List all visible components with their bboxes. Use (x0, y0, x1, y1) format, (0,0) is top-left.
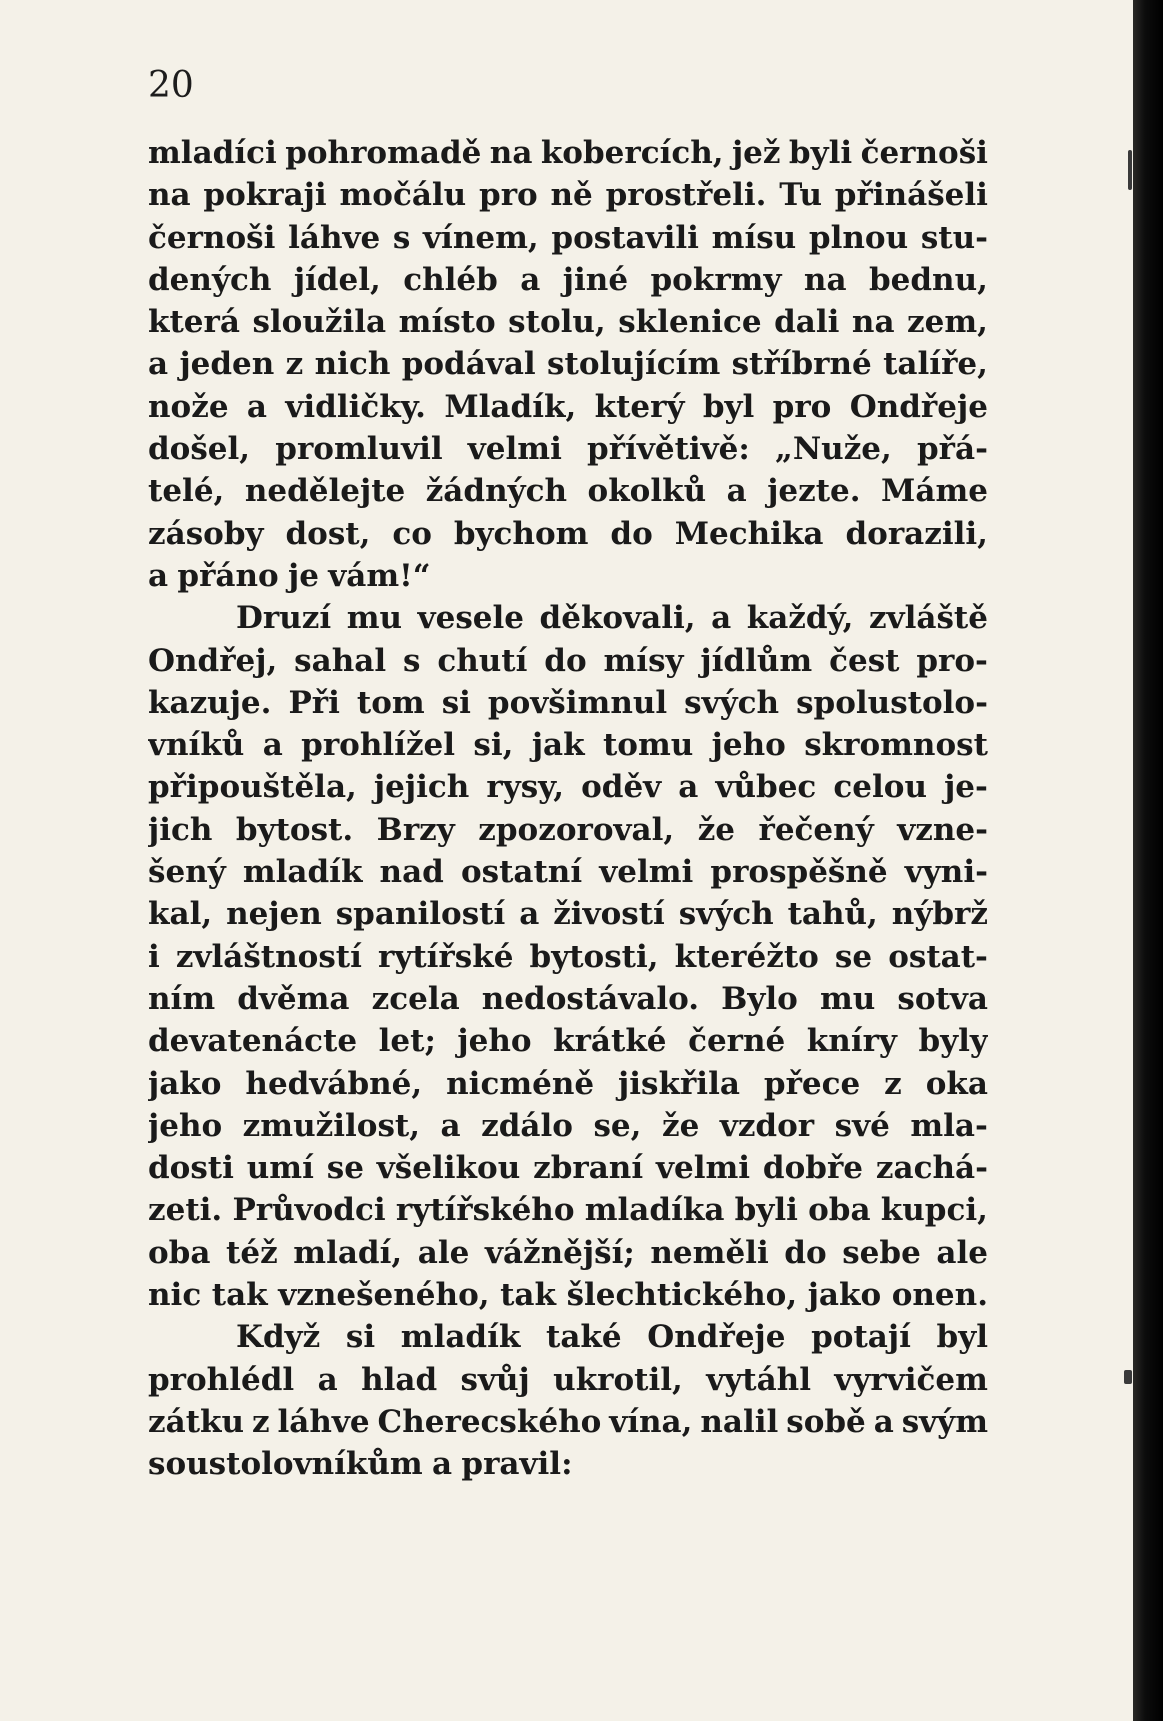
word: tahů, (787, 896, 878, 933)
word: se (834, 938, 873, 975)
word: Když (236, 1319, 321, 1356)
word: rytířské (377, 938, 514, 975)
word: která (148, 304, 240, 341)
word: chutí (437, 642, 528, 679)
word: vidličky. (285, 388, 426, 425)
word: nedělejte (244, 473, 406, 510)
word: a (726, 473, 747, 510)
word: byly (918, 1023, 988, 1060)
word: si (345, 1319, 376, 1356)
text-line (148, 470, 988, 512)
word: na (803, 261, 847, 298)
word: zachá- (875, 1150, 988, 1187)
word: všelikou (376, 1150, 521, 1187)
word: jako (148, 1065, 222, 1102)
word: sklenice (618, 304, 762, 341)
word: že (661, 1107, 700, 1144)
word: byli (788, 135, 853, 171)
word: který (594, 388, 685, 425)
word: svých (678, 896, 774, 933)
word: jako (807, 1277, 882, 1314)
word: z (884, 1065, 902, 1102)
word: živostí (553, 896, 665, 933)
word: chléb (403, 261, 498, 298)
word: oba (808, 1192, 871, 1229)
word: je (288, 557, 319, 594)
word: místo (398, 304, 496, 341)
word: na (489, 135, 533, 171)
text-line (148, 682, 988, 724)
word: došel, (148, 431, 251, 468)
word: také (546, 1319, 622, 1356)
word: přívětivě: (587, 431, 750, 468)
word: nich (314, 346, 391, 383)
word: Při (288, 684, 340, 721)
word: mu (819, 980, 876, 1017)
word: rytířského (395, 1192, 575, 1229)
word: vzdor (719, 1107, 815, 1144)
word: byli (734, 1192, 798, 1229)
word: prostřeli. (605, 177, 767, 214)
word: zbraní (533, 1150, 644, 1187)
text-line (148, 936, 988, 978)
word: přá- (916, 431, 988, 468)
word: jak (531, 727, 585, 764)
text-line (148, 386, 988, 428)
word: vínem, (423, 219, 539, 256)
word: zpozoroval, (478, 811, 675, 848)
word: pro- (916, 642, 988, 679)
word: vína, (609, 1403, 693, 1440)
word: byl (702, 388, 755, 425)
text-line (148, 766, 988, 808)
word: vyrvičem (834, 1361, 988, 1398)
word: jejich (373, 769, 470, 806)
word: telé, (148, 473, 225, 510)
word: ostat- (888, 938, 988, 975)
word: ním (148, 980, 216, 1017)
word: zdálo (481, 1107, 573, 1144)
word: šený (148, 854, 226, 891)
text-line (148, 640, 988, 682)
word: vníků (148, 727, 245, 764)
word: vážnější; (484, 1234, 635, 1271)
text-line (148, 513, 988, 555)
word: vůbec (715, 769, 817, 806)
word: potají (811, 1319, 911, 1356)
word: prohlížel (301, 727, 456, 764)
word: Ondřeje (647, 1319, 786, 1356)
word: nože (148, 388, 229, 425)
word: zátku (148, 1403, 245, 1440)
text-line (148, 1359, 988, 1401)
word: na (148, 177, 191, 214)
text-line (148, 555, 988, 597)
word: dost, (285, 515, 371, 552)
text-line (148, 1105, 988, 1147)
word: jiné (562, 261, 629, 298)
word: a (711, 600, 732, 637)
word: přinášeli (834, 177, 988, 214)
word: mu (346, 600, 403, 637)
word: močálu (339, 177, 467, 214)
word: pravil: (461, 1446, 573, 1483)
word: a (317, 1361, 338, 1398)
word: a (873, 1403, 894, 1440)
text-line (148, 132, 988, 174)
text-line (148, 809, 988, 851)
word: pro (479, 177, 538, 214)
word: tom (356, 684, 425, 721)
word: černoši (860, 135, 988, 171)
word: ostatní (460, 854, 583, 891)
text-line (148, 724, 988, 766)
word: nedostávalo. (481, 980, 700, 1017)
word: devatenácte (148, 1023, 358, 1060)
word: rysy, (486, 769, 565, 806)
word: sebe (842, 1234, 921, 1271)
word: se, (593, 1107, 642, 1144)
word: a (246, 388, 267, 425)
word: podával (401, 346, 536, 383)
word: celou (833, 769, 927, 806)
word: čest (829, 642, 900, 679)
word: hlad (361, 1361, 438, 1398)
word: zcela (371, 980, 460, 1017)
word: skromnost (804, 727, 988, 764)
word: jezte. (767, 473, 861, 510)
word: a (148, 557, 169, 594)
word: si (441, 684, 471, 721)
word: mísu (711, 219, 797, 256)
word: sobě (786, 1403, 866, 1440)
word: vytáhl (706, 1361, 811, 1398)
word: bytosti, (529, 938, 659, 975)
word: do (610, 515, 653, 552)
word: Tu (779, 177, 822, 214)
word: nad (379, 854, 444, 891)
word: dosti (148, 1150, 234, 1187)
word: stříbrné (731, 346, 872, 383)
text-line (148, 893, 988, 935)
word: spolustolo- (796, 684, 988, 721)
text-line (148, 1316, 988, 1358)
word: soustolovníkům (148, 1446, 423, 1483)
word: si, (473, 727, 514, 764)
word: jež (731, 135, 781, 171)
word: a (520, 261, 541, 298)
word: velmi (655, 1150, 751, 1187)
text-line (148, 1443, 988, 1485)
word: mladíci (148, 135, 277, 171)
word: a (519, 896, 540, 933)
text-line (148, 1232, 988, 1274)
text-line (148, 1189, 988, 1231)
text-line (148, 343, 988, 385)
word: jeden (179, 346, 275, 383)
word: nejen (226, 896, 322, 933)
word: je- (944, 769, 988, 806)
word: svým (901, 1403, 988, 1440)
text-line (148, 1274, 988, 1316)
word: vzne- (897, 811, 988, 848)
word: mla- (910, 1107, 988, 1144)
word: své (834, 1107, 890, 1144)
word: co (392, 515, 432, 552)
word: byl (936, 1319, 988, 1356)
word: přece (763, 1065, 861, 1102)
word: se (326, 1150, 364, 1187)
word: jídlům (700, 642, 813, 679)
word: sloužila (252, 304, 387, 341)
word: připouštěla, (148, 769, 357, 806)
word: děkovali, (539, 600, 696, 637)
word: černé (688, 1023, 786, 1060)
word: let; (378, 1023, 436, 1060)
text-line (148, 851, 988, 893)
word: Druzí (236, 600, 332, 637)
word: mladí, (293, 1234, 403, 1271)
word: mladík (242, 854, 363, 891)
word: do (784, 1234, 827, 1271)
word: řečený (758, 811, 874, 848)
text-line (148, 259, 988, 301)
word: zvláště (868, 600, 988, 637)
word: postavili (551, 219, 699, 256)
word: jídel, (293, 261, 381, 298)
text-line (148, 978, 988, 1020)
text-line (148, 1401, 988, 1443)
word: jeho (148, 1107, 223, 1144)
word: velmi (467, 431, 562, 468)
word: jeho (457, 1023, 532, 1060)
word: hedvábné, (245, 1065, 423, 1102)
word: pokraji (203, 177, 327, 214)
word: bednu, (868, 261, 988, 298)
word: Průvodci (232, 1192, 386, 1229)
body-text (148, 132, 988, 1486)
word: bychom (453, 515, 589, 552)
page-number: 20 (148, 65, 194, 106)
word: i (148, 938, 160, 975)
word: kobercích, (540, 135, 724, 171)
word: Ondřej, (148, 642, 278, 679)
margin-mark (1128, 150, 1132, 190)
word: oka (925, 1065, 988, 1102)
word: stolujícím (547, 346, 721, 383)
word: zeti. (148, 1192, 223, 1229)
word: ukrotil, (553, 1361, 683, 1398)
word: Cherecského (377, 1403, 602, 1440)
word: Bylo (721, 980, 798, 1017)
text-line (148, 217, 988, 259)
word: mladíka (584, 1192, 725, 1229)
word: s (403, 642, 421, 679)
word: a (678, 769, 699, 806)
word: láhve (288, 219, 381, 256)
word: umí (246, 1150, 314, 1187)
margin-mark (1124, 1370, 1132, 1384)
word: oděv (581, 769, 662, 806)
word: každý, (746, 600, 854, 637)
word: bytost. (235, 811, 354, 848)
word: vám!“ (328, 557, 431, 594)
word: mladík (400, 1319, 521, 1356)
word: stu- (920, 219, 988, 256)
text-line (148, 301, 988, 343)
word: nicméně (446, 1065, 595, 1102)
word: talíře, (883, 346, 988, 383)
text-line (148, 597, 988, 639)
word: oba (148, 1234, 211, 1271)
word: zmužilost, (242, 1107, 421, 1144)
word: spanilostí (335, 896, 506, 933)
word: zem, (907, 304, 988, 341)
word: svůj (460, 1361, 530, 1398)
word: kupci, (880, 1192, 988, 1229)
word: žádných (425, 473, 568, 510)
word: a (440, 1107, 461, 1144)
word: jich (148, 811, 213, 848)
book-spine-shadow (1133, 0, 1163, 1721)
word: sotva (897, 980, 988, 1017)
word: s (392, 219, 411, 256)
word: černoši (148, 219, 276, 256)
word: dali (774, 304, 840, 341)
word: onen. (891, 1277, 988, 1314)
word: nalil (700, 1403, 779, 1440)
word: láhve (277, 1403, 370, 1440)
word: velmi (599, 854, 694, 891)
word: na (851, 304, 895, 341)
word: stolu, (508, 304, 606, 341)
text-line (148, 1020, 988, 1062)
word: plnou (808, 219, 909, 256)
word: povšimnul (487, 684, 668, 721)
word: kníry (806, 1023, 897, 1060)
word: neměli (650, 1234, 769, 1271)
word: dených (148, 261, 272, 298)
word: tomu (602, 727, 694, 764)
word: zvláštností (175, 938, 362, 975)
word: svých (684, 684, 780, 721)
text-line (148, 428, 988, 470)
word: dobře (762, 1150, 864, 1187)
word: ně (550, 177, 593, 214)
word: jiskřila (618, 1065, 740, 1102)
word: dorazili, (845, 515, 988, 552)
word: a (432, 1446, 453, 1483)
word: prospěšně (710, 854, 888, 891)
word: z (251, 1403, 270, 1440)
word: z (285, 346, 304, 383)
word: kal, (148, 896, 213, 933)
word: nýbrž (891, 896, 988, 933)
word: pro (772, 388, 832, 425)
word: vyni- (904, 854, 988, 891)
text-line (148, 174, 988, 216)
word: Máme (881, 473, 988, 510)
word: vesele (417, 600, 524, 637)
word: též (226, 1234, 278, 1271)
word: tak (211, 1277, 268, 1314)
word: a (148, 346, 169, 383)
word: pohromadě (285, 135, 482, 171)
text-line (148, 1063, 988, 1105)
word: zásoby (148, 515, 264, 552)
word: promluvil (275, 431, 443, 468)
word: Brzy (376, 811, 455, 848)
word: pokrmy (650, 261, 782, 298)
word: dvěma (237, 980, 350, 1017)
word: sahal (294, 642, 387, 679)
word: přáno (177, 557, 279, 594)
word: prohlédl (148, 1361, 295, 1398)
word: krátké (553, 1023, 667, 1060)
word: ale (417, 1234, 470, 1271)
word: Ondřeje (849, 388, 988, 425)
word: okolků (587, 473, 707, 510)
word: Mladík, (444, 388, 577, 425)
word: „Nuže, (775, 431, 892, 468)
word: šlechtického, (566, 1277, 798, 1314)
word: tak (500, 1277, 556, 1314)
word: ale (936, 1234, 988, 1271)
text-line (148, 1147, 988, 1189)
word: a (262, 727, 283, 764)
word: vznešeného, (278, 1277, 490, 1314)
word: do (544, 642, 587, 679)
word: že (697, 811, 736, 848)
word: nic (148, 1277, 202, 1314)
word: kazuje. (148, 684, 272, 721)
word: mísy (603, 642, 684, 679)
word: Mechika (674, 515, 824, 552)
word: kteréžto (674, 938, 819, 975)
word: jeho (711, 727, 786, 764)
